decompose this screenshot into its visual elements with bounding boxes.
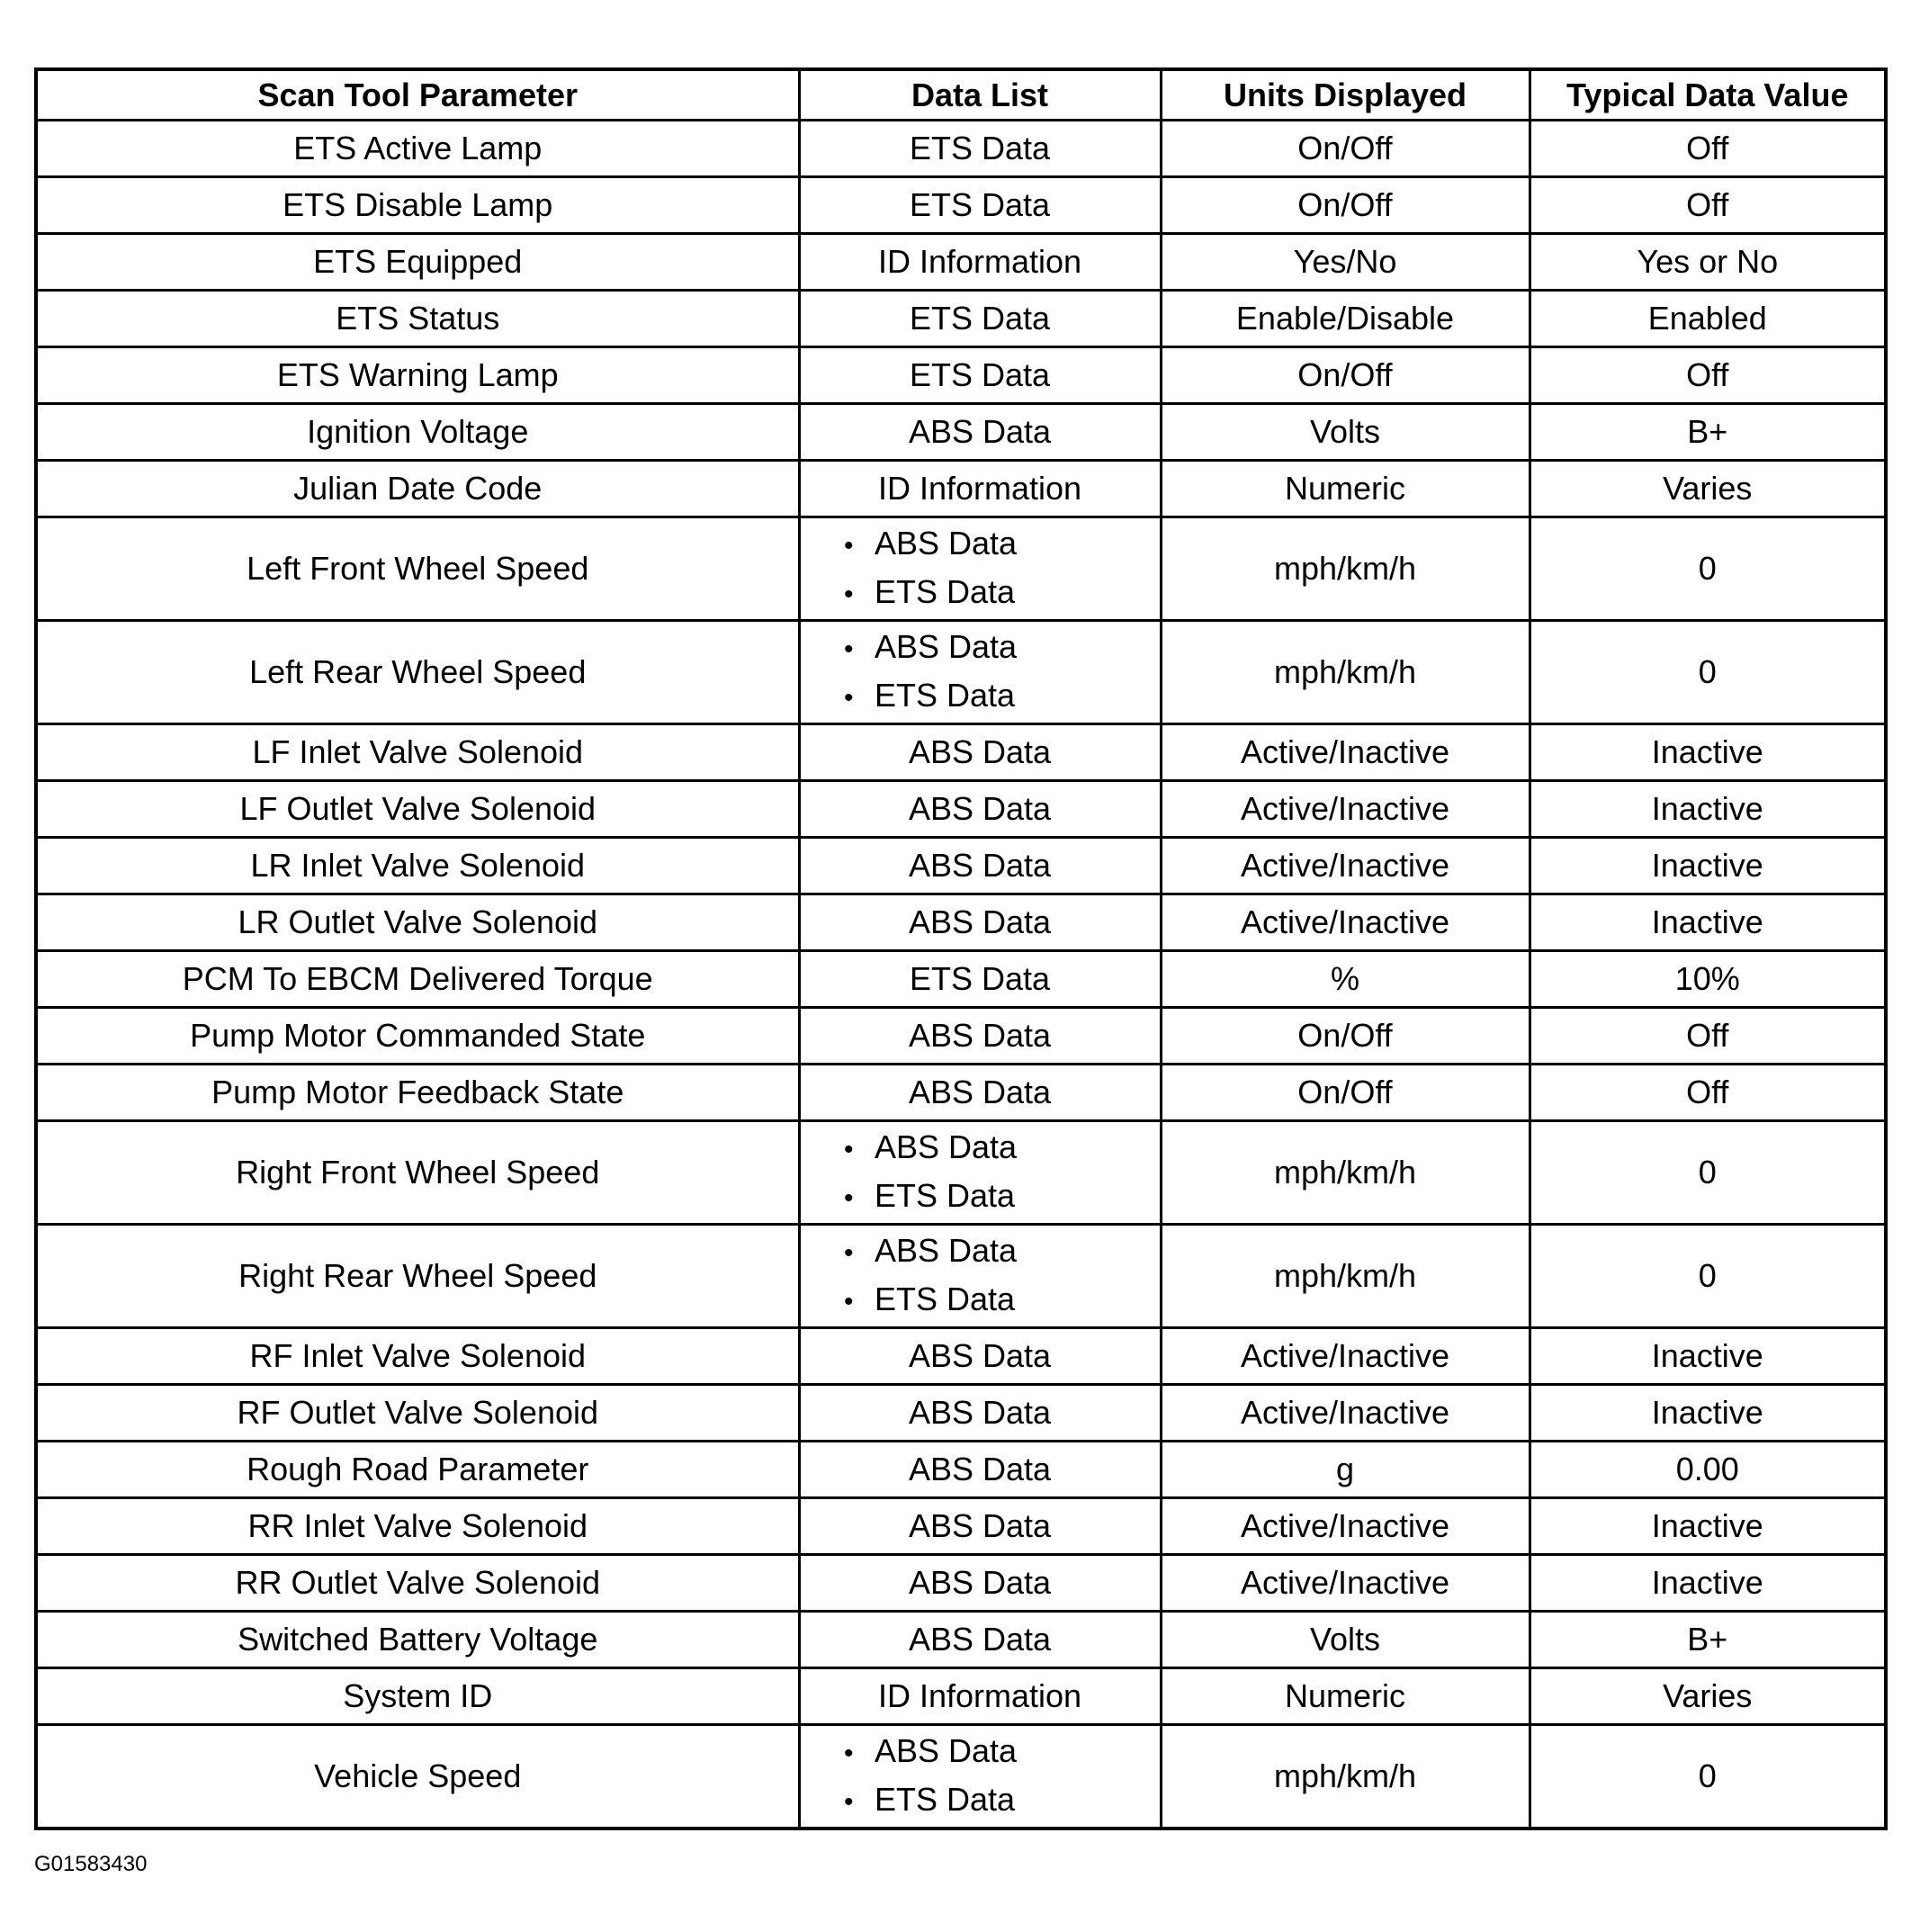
cell-typical-data-value: Inactive xyxy=(1530,894,1886,951)
cell-typical-data-value: Inactive xyxy=(1530,1555,1886,1612)
cell-scan-tool-parameter: Julian Date Code xyxy=(36,461,799,517)
cell-typical-data-value: 0 xyxy=(1530,517,1886,621)
data-list-item: • ABS Data xyxy=(844,1227,1017,1276)
table-row xyxy=(36,1442,1886,1498)
cell-units-displayed: On/Off xyxy=(1161,1008,1530,1065)
cell-data-list: ETS Data xyxy=(799,347,1161,404)
cell-data-list: ABS Data xyxy=(799,838,1161,894)
header-units-displayed: Units Displayed xyxy=(1161,69,1530,121)
cell-scan-tool-parameter: RF Inlet Valve Solenoid xyxy=(36,1328,799,1385)
cell-units-displayed: Volts xyxy=(1161,404,1530,461)
cell-scan-tool-parameter: Left Front Wheel Speed xyxy=(36,517,799,621)
cell-units-displayed: Yes/No xyxy=(1161,234,1530,291)
data-list-item: • ETS Data xyxy=(844,569,1017,617)
cell-typical-data-value: Varies xyxy=(1530,461,1886,517)
cell-scan-tool-parameter: ETS Equipped xyxy=(36,234,799,291)
cell-units-displayed: Active/Inactive xyxy=(1161,781,1530,838)
table-row xyxy=(36,291,1886,347)
data-list-item: • ETS Data xyxy=(844,1173,1017,1221)
cell-scan-tool-parameter: System ID xyxy=(36,1668,799,1725)
cell-typical-data-value: Off xyxy=(1530,121,1886,177)
cell-data-list: ABS Data xyxy=(799,724,1161,781)
cell-scan-tool-parameter: ETS Status xyxy=(36,291,799,347)
cell-typical-data-value: Off xyxy=(1530,177,1886,234)
scan-tool-data-table xyxy=(34,67,1888,1830)
cell-scan-tool-parameter: LR Inlet Valve Solenoid xyxy=(36,838,799,894)
table-header-row xyxy=(36,69,1886,121)
data-list-bullets xyxy=(844,1227,1017,1325)
cell-data-list: ABS Data xyxy=(799,404,1161,461)
cell-scan-tool-parameter: Ignition Voltage xyxy=(36,404,799,461)
cell-data-list: ETS Data xyxy=(799,121,1161,177)
cell-typical-data-value: B+ xyxy=(1530,404,1886,461)
cell-data-list: ABS Data xyxy=(799,1328,1161,1385)
cell-data-list xyxy=(799,621,1161,724)
cell-units-displayed: Active/Inactive xyxy=(1161,838,1530,894)
table-row xyxy=(36,894,1886,951)
cell-typical-data-value: 0 xyxy=(1530,1121,1886,1225)
data-list-item: • ETS Data xyxy=(844,1776,1017,1825)
cell-scan-tool-parameter: Right Rear Wheel Speed xyxy=(36,1225,799,1328)
table-row xyxy=(36,1385,1886,1442)
cell-scan-tool-parameter: PCM To EBCM Delivered Torque xyxy=(36,951,799,1008)
cell-data-list: ABS Data xyxy=(799,1385,1161,1442)
cell-data-list xyxy=(799,517,1161,621)
cell-typical-data-value: Inactive xyxy=(1530,1328,1886,1385)
cell-units-displayed: Numeric xyxy=(1161,1668,1530,1725)
table-row xyxy=(36,461,1886,517)
table-row xyxy=(36,1121,1886,1225)
cell-units-displayed: mph/km/h xyxy=(1161,1725,1530,1829)
cell-data-list: ABS Data xyxy=(799,1555,1161,1612)
cell-typical-data-value: 0 xyxy=(1530,1225,1886,1328)
cell-typical-data-value: Inactive xyxy=(1530,724,1886,781)
cell-units-displayed: On/Off xyxy=(1161,347,1530,404)
table-row xyxy=(36,1328,1886,1385)
cell-data-list: ETS Data xyxy=(799,291,1161,347)
cell-typical-data-value: B+ xyxy=(1530,1612,1886,1668)
data-list-item: • ETS Data xyxy=(844,1276,1017,1325)
table-row xyxy=(36,1065,1886,1121)
cell-data-list xyxy=(799,1225,1161,1328)
cell-units-displayed: Numeric xyxy=(1161,461,1530,517)
table-row xyxy=(36,1008,1886,1065)
cell-scan-tool-parameter: ETS Disable Lamp xyxy=(36,177,799,234)
cell-scan-tool-parameter: LR Outlet Valve Solenoid xyxy=(36,894,799,951)
table-row xyxy=(36,347,1886,404)
cell-scan-tool-parameter: RR Inlet Valve Solenoid xyxy=(36,1498,799,1555)
cell-scan-tool-parameter: Rough Road Parameter xyxy=(36,1442,799,1498)
cell-data-list: ABS Data xyxy=(799,1498,1161,1555)
data-list-bullets xyxy=(844,624,1017,721)
data-list-item: • ABS Data xyxy=(844,520,1017,569)
cell-typical-data-value: Inactive xyxy=(1530,1498,1886,1555)
cell-typical-data-value: Enabled xyxy=(1530,291,1886,347)
cell-typical-data-value: 0 xyxy=(1530,621,1886,724)
cell-data-list xyxy=(799,1121,1161,1225)
cell-scan-tool-parameter: Switched Battery Voltage xyxy=(36,1612,799,1668)
cell-scan-tool-parameter: Pump Motor Feedback State xyxy=(36,1065,799,1121)
cell-units-displayed: Active/Inactive xyxy=(1161,1555,1530,1612)
data-list-item: • ABS Data xyxy=(844,1124,1017,1173)
table-row xyxy=(36,1498,1886,1555)
cell-scan-tool-parameter: ETS Warning Lamp xyxy=(36,347,799,404)
cell-scan-tool-parameter: LF Outlet Valve Solenoid xyxy=(36,781,799,838)
cell-data-list: ID Information xyxy=(799,234,1161,291)
table-row xyxy=(36,1555,1886,1612)
cell-units-displayed: mph/km/h xyxy=(1161,621,1530,724)
cell-data-list: ABS Data xyxy=(799,1612,1161,1668)
data-list-bullets xyxy=(844,1728,1017,1825)
cell-units-displayed: On/Off xyxy=(1161,1065,1530,1121)
cell-data-list: ETS Data xyxy=(799,951,1161,1008)
cell-units-displayed: mph/km/h xyxy=(1161,1121,1530,1225)
cell-typical-data-value: Varies xyxy=(1530,1668,1886,1725)
table-row xyxy=(36,121,1886,177)
cell-data-list: ID Information xyxy=(799,461,1161,517)
table-row xyxy=(36,621,1886,724)
table-row xyxy=(36,404,1886,461)
data-list-item: • ABS Data xyxy=(844,624,1017,672)
data-list-bullets xyxy=(844,1124,1017,1221)
table-row xyxy=(36,177,1886,234)
header-scan-tool-parameter: Scan Tool Parameter xyxy=(36,69,799,121)
cell-typical-data-value: Off xyxy=(1530,1065,1886,1121)
cell-typical-data-value: Inactive xyxy=(1530,838,1886,894)
cell-units-displayed: On/Off xyxy=(1161,177,1530,234)
cell-units-displayed: Active/Inactive xyxy=(1161,1328,1530,1385)
cell-units-displayed: Active/Inactive xyxy=(1161,1498,1530,1555)
table-row xyxy=(36,517,1886,621)
cell-typical-data-value: Off xyxy=(1530,1008,1886,1065)
cell-scan-tool-parameter: Vehicle Speed xyxy=(36,1725,799,1829)
table-row xyxy=(36,781,1886,838)
cell-scan-tool-parameter: ETS Active Lamp xyxy=(36,121,799,177)
cell-typical-data-value: 10% xyxy=(1530,951,1886,1008)
table-body xyxy=(36,121,1886,1829)
cell-units-displayed: On/Off xyxy=(1161,121,1530,177)
cell-units-displayed: Active/Inactive xyxy=(1161,724,1530,781)
cell-units-displayed: Active/Inactive xyxy=(1161,894,1530,951)
table-row xyxy=(36,951,1886,1008)
cell-units-displayed: Active/Inactive xyxy=(1161,1385,1530,1442)
cell-data-list: ABS Data xyxy=(799,781,1161,838)
figure-id: G01583430 xyxy=(34,1852,148,1876)
cell-data-list: ETS Data xyxy=(799,177,1161,234)
cell-data-list: ABS Data xyxy=(799,1008,1161,1065)
cell-typical-data-value: Inactive xyxy=(1530,1385,1886,1442)
cell-typical-data-value: Yes or No xyxy=(1530,234,1886,291)
cell-scan-tool-parameter: Pump Motor Commanded State xyxy=(36,1008,799,1065)
header-typical-data-value: Typical Data Value xyxy=(1530,69,1886,121)
cell-data-list: ID Information xyxy=(799,1668,1161,1725)
cell-units-displayed: % xyxy=(1161,951,1530,1008)
cell-scan-tool-parameter: Right Front Wheel Speed xyxy=(36,1121,799,1225)
data-list-bullets xyxy=(844,520,1017,617)
cell-typical-data-value: Off xyxy=(1530,347,1886,404)
cell-scan-tool-parameter: RF Outlet Valve Solenoid xyxy=(36,1385,799,1442)
cell-typical-data-value: 0.00 xyxy=(1530,1442,1886,1498)
cell-scan-tool-parameter: Left Rear Wheel Speed xyxy=(36,621,799,724)
cell-units-displayed: mph/km/h xyxy=(1161,517,1530,621)
data-list-item: • ETS Data xyxy=(844,672,1017,721)
cell-data-list: ABS Data xyxy=(799,1065,1161,1121)
cell-data-list xyxy=(799,1725,1161,1829)
cell-scan-tool-parameter: LF Inlet Valve Solenoid xyxy=(36,724,799,781)
table-row xyxy=(36,1668,1886,1725)
cell-data-list: ABS Data xyxy=(799,1442,1161,1498)
cell-units-displayed: Enable/Disable xyxy=(1161,291,1530,347)
table-row xyxy=(36,1225,1886,1328)
table-row xyxy=(36,724,1886,781)
cell-typical-data-value: 0 xyxy=(1530,1725,1886,1829)
cell-typical-data-value: Inactive xyxy=(1530,781,1886,838)
cell-units-displayed: g xyxy=(1161,1442,1530,1498)
data-list-item: • ABS Data xyxy=(844,1728,1017,1776)
table-row xyxy=(36,1725,1886,1829)
cell-units-displayed: Volts xyxy=(1161,1612,1530,1668)
cell-data-list: ABS Data xyxy=(799,894,1161,951)
cell-scan-tool-parameter: RR Outlet Valve Solenoid xyxy=(36,1555,799,1612)
cell-units-displayed: mph/km/h xyxy=(1161,1225,1530,1328)
table-row xyxy=(36,838,1886,894)
table-row xyxy=(36,234,1886,291)
scan-tool-data-table-container xyxy=(34,67,1884,1830)
header-data-list: Data List xyxy=(799,69,1161,121)
table-row xyxy=(36,1612,1886,1668)
